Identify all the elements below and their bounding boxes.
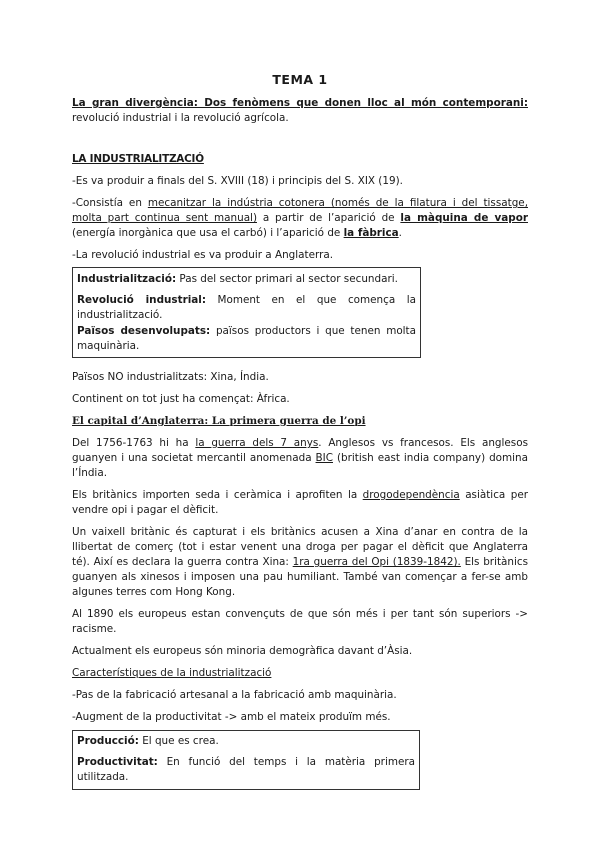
s1-paragraph-2 xyxy=(72,196,528,241)
s3-paragraph-1: -Pas de la fabricació artesanal a la fabricació amb maquinària. xyxy=(72,689,397,701)
definition-term: Producció: xyxy=(77,735,139,747)
definition-item xyxy=(77,755,415,785)
definition-text: En funció del temps i la matèria primera utilitzada. xyxy=(77,756,415,783)
definition-item xyxy=(77,293,416,323)
definition-term: Productivitat: xyxy=(77,756,158,768)
s2-paragraph-4: Al 1890 els europeus estan convençuts de que són més i per tant són superiors -> racisme. xyxy=(72,608,528,635)
text-run: a partir de l’aparició de xyxy=(257,212,401,224)
definition-text: Moment en el que comença la industrialització. xyxy=(77,294,416,321)
definition-text: El que es crea. xyxy=(138,735,219,747)
page-title: TEMA 1 xyxy=(272,72,328,87)
intro-rest: revolució industrial i la revolució agrícola. xyxy=(72,112,289,124)
underlined-text: la guerra dels 7 anys xyxy=(195,437,319,449)
text-run: (energía inorgànica que usa el carbó) i l’aparició de xyxy=(72,227,344,239)
text-run: (british east india company) domina l’Índia. xyxy=(72,452,528,479)
section-heading-characteristics: Característiques de la industrialització xyxy=(72,667,272,679)
text-run: Un vaixell britànic és capturat i els britànics acusen a Xina d’anar en contra de la llibertat de comerç (tot i estar venent una droga per pagar el dèficit que Anglaterra té). Així es declara la guerra contra Xina: xyxy=(72,526,528,568)
text-run: Els britànics importen seda i ceràmica i aprofiten la xyxy=(72,489,363,501)
text-run: . xyxy=(398,227,402,239)
definition-text: països productors i que tenen molta maquinària. xyxy=(77,325,416,352)
s2-paragraph-1 xyxy=(72,436,528,481)
s3-paragraph-2: -Augment de la productivitat -> amb el mateix produïm més. xyxy=(72,711,391,723)
section-heading-industrialitzacio: LA INDUSTRIALITZACIÓ xyxy=(72,153,204,165)
text-run: Els britànics guanyen als xinesos i imposen una pau humiliant. També van començar a fer-se amb algunes terres com Hong Kong. xyxy=(72,556,528,598)
definition-item xyxy=(77,734,415,749)
text-run: -Consistía en xyxy=(72,197,148,209)
s1-paragraph-4: Països NO industrialitzats: Xina, Índia. xyxy=(72,371,269,383)
intro-paragraph xyxy=(72,96,528,126)
intro-lead: La gran divergència: Dos fenòmens que donen lloc al món contemporani: xyxy=(72,97,528,109)
text-run: . Anglesos vs francesos. Els anglesos guanyen i una societat mercantil anomenada xyxy=(72,437,528,464)
s1-paragraph-1: -Es va produir a finals del S. XVIII (18) i principis del S. XIX (19). xyxy=(72,175,403,187)
underlined-text: BIC xyxy=(315,452,333,464)
document-page xyxy=(72,72,528,790)
underlined-text: 1ra guerra del Opi (1839-1842). xyxy=(292,556,461,568)
definition-term: Països desenvolupats: xyxy=(77,325,211,337)
definition-item xyxy=(77,324,416,354)
underlined-text: drogodependència xyxy=(362,489,460,501)
definition-item xyxy=(77,272,416,287)
definitions-box xyxy=(72,267,421,358)
definition-term: Industrialització: xyxy=(77,273,177,285)
text-run: asiàtica per vendre opi i pagar el dèficit. xyxy=(72,489,528,516)
s2-paragraph-3 xyxy=(72,525,528,600)
key-term-steam-engine: la màquina de vapor xyxy=(400,212,528,224)
s2-paragraph-2 xyxy=(72,488,528,518)
definition-text: Pas del sector primari al sector secundari. xyxy=(176,273,398,285)
s2-paragraph-5: Actualment els europeus són minoria demogràfica davant d’Àsia. xyxy=(72,645,413,657)
section-heading-opium-war: El capital d’Anglaterra: La primera guerra de l’opi xyxy=(72,415,366,427)
s1-paragraph-5: Continent on tot just ha començat: Àfrica. xyxy=(72,393,290,405)
definition-term: Revolució industrial: xyxy=(77,294,206,306)
s1-paragraph-3: -La revolució industrial es va produir a Anglaterra. xyxy=(72,249,334,261)
key-term-factory: la fàbrica xyxy=(343,227,399,239)
definitions-box-2 xyxy=(72,730,420,790)
text-run: Del 1756-1763 hi ha xyxy=(72,437,196,449)
underlined-text: mecanitzar la indústria cotonera (només de la filatura i del tissatge, molta part continua sent manual) xyxy=(72,197,528,224)
